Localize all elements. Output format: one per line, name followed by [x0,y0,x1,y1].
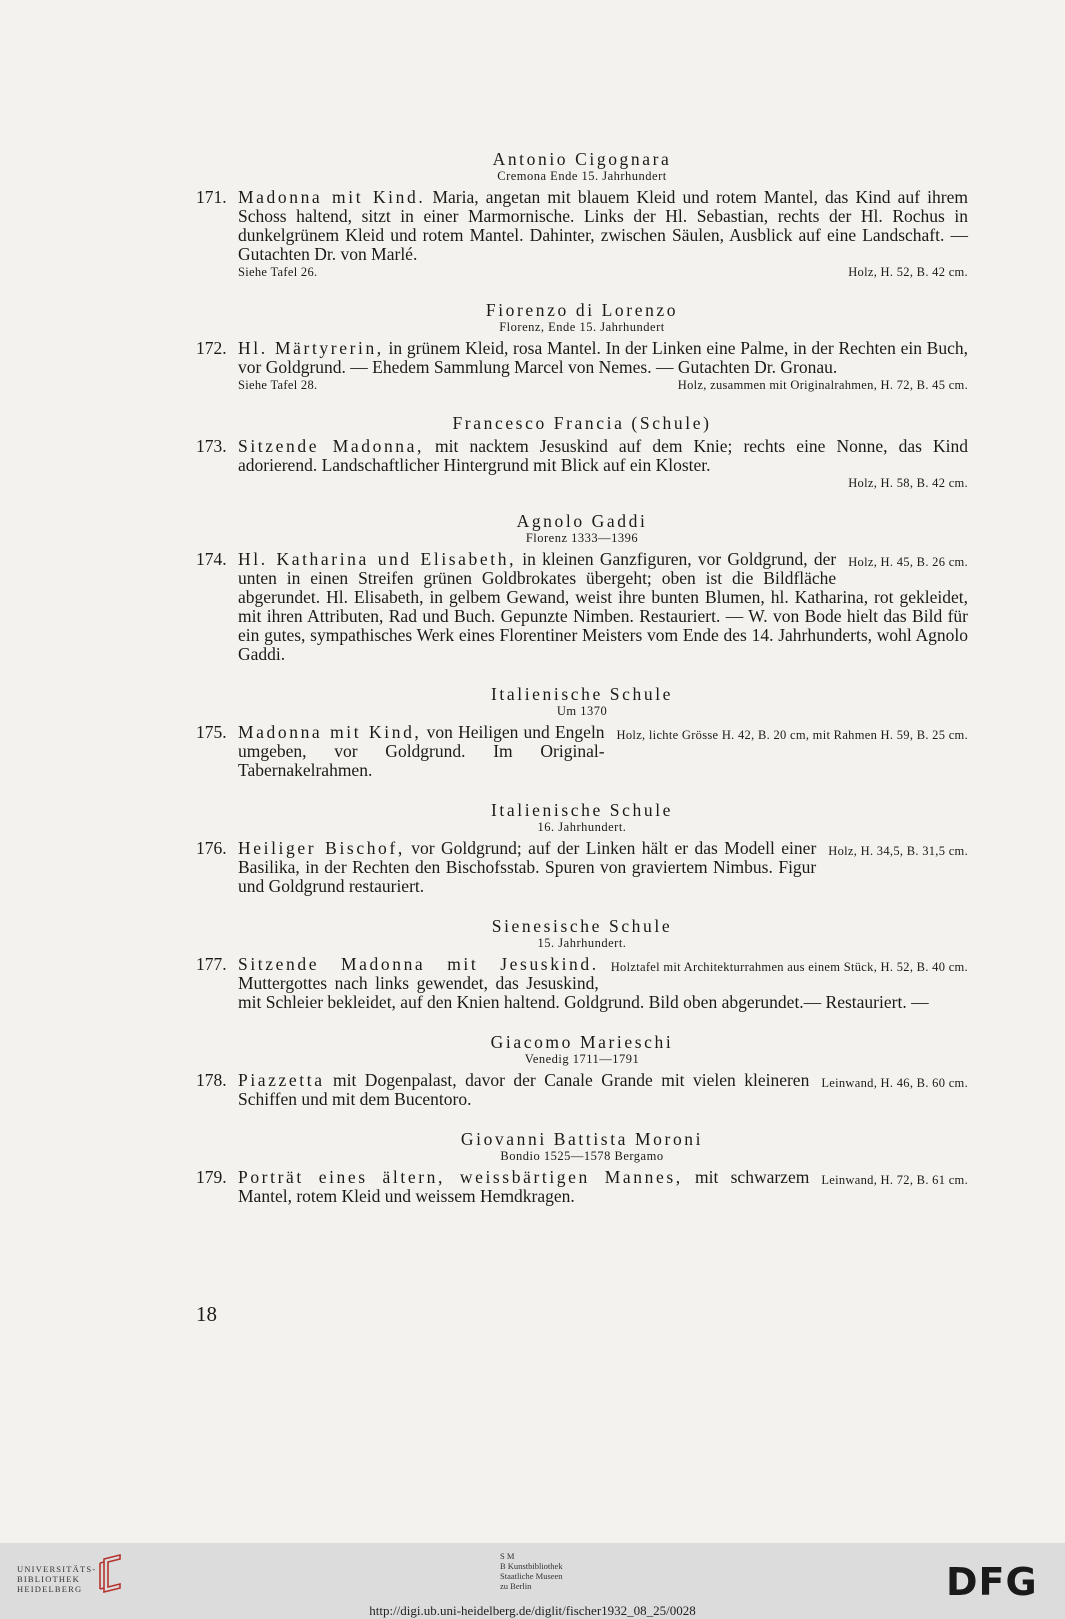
sm-line-2: B Kunstbibliothek [500,1561,563,1571]
entry-title: Madonna mit Kind, [238,722,422,742]
entry-description [196,1071,968,1109]
entry-text: mit nacktem Jesuskind auf dem Knie; rechts eine Nonne, das Kind adorierend. Landschaftlicher Hintergrund mit Blick auf ein Kloster. [238,436,968,475]
entry-text: Muttergottes nach links gewendet, das Jesuskind, mit Schleier bekleidet, auf den Knien haltend. Goldgrund. Bild oben abgerundet.— Restauriert. — [238,973,929,1012]
entry-number: 172. [196,338,227,358]
entry-description [196,839,968,896]
entry-title: Sitzende Madonna mit Jesuskind. [238,954,599,974]
entry-number: 177. [196,954,227,974]
measurement: Holz, H. 45, B. 26 cm. [848,555,968,569]
entry-description [196,437,968,475]
catalog-entry [196,149,968,280]
artist-origin: Florenz 1333—1396 [525,531,639,545]
catalog-entry [196,916,968,1012]
entry-title: Sitzende Madonna, [238,436,424,456]
artist-name: Giovanni Battista Moroni [460,1129,704,1149]
artist-origin: Cremona Ende 15. Jahrhundert [497,169,667,183]
entry-text: von Heiligen und Engeln umgeben, vor Goldgrund. Im Original-Tabernakelrahmen. [238,722,605,780]
artist-origin: 16. Jahrhundert. [537,820,627,834]
entry-title: Piazzetta [238,1070,325,1090]
entry-description [196,1168,968,1206]
artist-origin: Florenz, Ende 15. Jahrhundert [499,320,665,334]
entry-text: mit schwarzem Mantel, rotem Kleid und weissem Hemdkragen. [238,1167,810,1206]
artist-name: Sienesische Schule [491,916,673,936]
catalog-content [196,149,968,1226]
entry-title: Hl. Märtyrerin, [238,338,384,358]
catalog-entry [196,800,968,896]
artist-origin: Venedig 1711—1791 [524,1052,640,1066]
catalog-entry [196,413,968,491]
entry-description [196,188,968,264]
sm-line-1: S M [500,1551,515,1561]
entry-description [196,955,968,1012]
dfg-logo: DFG [946,1560,1038,1604]
entry-number: 174. [196,549,227,569]
measurement: Holz, H. 58, B. 42 cm. [848,476,968,490]
entry-number: 171. [196,187,227,207]
plate-reference: Siehe Tafel 26. [238,265,318,279]
catalog-entry [196,1032,968,1109]
source-url-link[interactable]: http://digi.ub.uni-heidelberg.de/diglit/fischer1932_08_25/0028 [369,1603,696,1618]
entry-number: 175. [196,722,227,742]
library-logo-icon [96,1553,126,1595]
page-number: 18 [196,1302,217,1326]
catalog-entry [196,1129,968,1206]
measurement: Holz, lichte Grösse H. 42, B. 20 cm, mit Rahmen H. 59, B. 25 cm. [616,728,968,742]
artist-name: Italienische Schule [490,684,674,704]
sm-line-4: zu Berlin [500,1581,532,1591]
measurement: Leinwand, H. 46, B. 60 cm. [821,1076,968,1090]
artist-name: Giacomo Marieschi [490,1032,674,1052]
entry-description [196,339,968,377]
entry-text: mit Dogenpalast, davor der Canale Grande mit vielen kleineren Schiffen und mit dem Bucentoro. [238,1070,810,1109]
entry-text: in grünem Kleid, rosa Mantel. In der Linken eine Palme, in der Rechten ein Buch, vor Goldgrund. — Ehedem Sammlung Marcel von Nemes. — Gutachten Dr. Gronau. [238,338,968,377]
uni-line-3: HEIDELBERG [17,1584,83,1594]
measurement: Holz, H. 34,5, B. 31,5 cm. [828,844,968,858]
measurement: Holz, H. 52, B. 42 cm. [848,265,968,279]
uni-line-1: UNIVERSITÄTS- [17,1564,97,1574]
entry-description [196,723,968,780]
artist-name: Francesco Francia (Schule) [452,413,712,433]
artist-origin: 15. Jahrhundert. [537,936,627,950]
catalog-entry [196,511,968,664]
artist-origin: Um 1370 [556,704,608,718]
measurement: Leinwand, H. 72, B. 61 cm. [821,1173,968,1187]
entry-title: Porträt eines ältern, weissbärtigen Mannes, [238,1167,683,1187]
artist-name: Italienische Schule [490,800,674,820]
entry-title: Hl. Katharina und Elisabeth, [238,549,517,569]
entry-text: in kleinen Ganzfiguren, vor Goldgrund, der unten in einen Streifen grünen Goldbrokates übergeht; oben ist die Bildfläche abgerundet. Hl. Elisabeth, in gelbem Gewand, weist ihre bunten Blumen, hl. Katharina, rot gekleidet, mit ihren Attributen, Rad und Buch. Gepunzte Nimben. Restauriert. — W. von Bode hielt das Bild für ein gutes, sympathisches Werk eines Florentiner Meisters vom Ende des 14. Jahrhunderts, wohl Agnolo Gaddi. [238,549,968,664]
artist-name: Agnolo Gaddi [516,511,648,531]
entry-number: 176. [196,838,227,858]
kunstbibliothek-label [500,1551,563,1591]
entry-text: Maria, angetan mit blauem Kleid und rotem Mantel, das Kind auf ihrem Schoss haltend, sitzt in einer Marmornische. Links der Hl. Sebastian, rechts der Hl. Rochus in dunkelgrünem Kleid und rotem Mantel. Dahinter, zwischen Säulen, Ausblick auf eine Landschaft. — Gutachten Dr. von Marlé. [238,187,968,264]
sm-line-3: Staatliche Museen [500,1571,563,1581]
artist-name: Fiorenzo di Lorenzo [485,300,679,320]
entry-description [196,550,968,664]
entry-number: 179. [196,1167,227,1187]
catalog-entry [196,684,968,780]
measurement: Holztafel mit Architekturrahmen aus einem Stück, H. 52, B. 40 cm. [610,960,968,974]
university-library-label [17,1564,96,1594]
entry-number: 178. [196,1070,227,1090]
catalog-entry [196,300,968,393]
entry-text: vor Goldgrund; auf der Linken hält er das Modell einer Basilika, in der Rechten den Bischofsstab. Spuren von graviertem Nimbus. Figur und Goldgrund restauriert. [238,838,817,896]
entry-title: Madonna mit Kind. [238,187,426,207]
plate-reference: Siehe Tafel 28. [238,378,318,392]
artist-origin: Bondio 1525—1578 Bergamo [500,1149,664,1163]
uni-line-2: BIBLIOTHEK [17,1574,80,1584]
entry-title: Heiliger Bischof, [238,838,405,858]
artist-name: Antonio Cigognara [492,149,672,169]
measurement: Holz, zusammen mit Originalrahmen, H. 72, B. 45 cm. [677,378,968,392]
entry-number: 173. [196,436,227,456]
